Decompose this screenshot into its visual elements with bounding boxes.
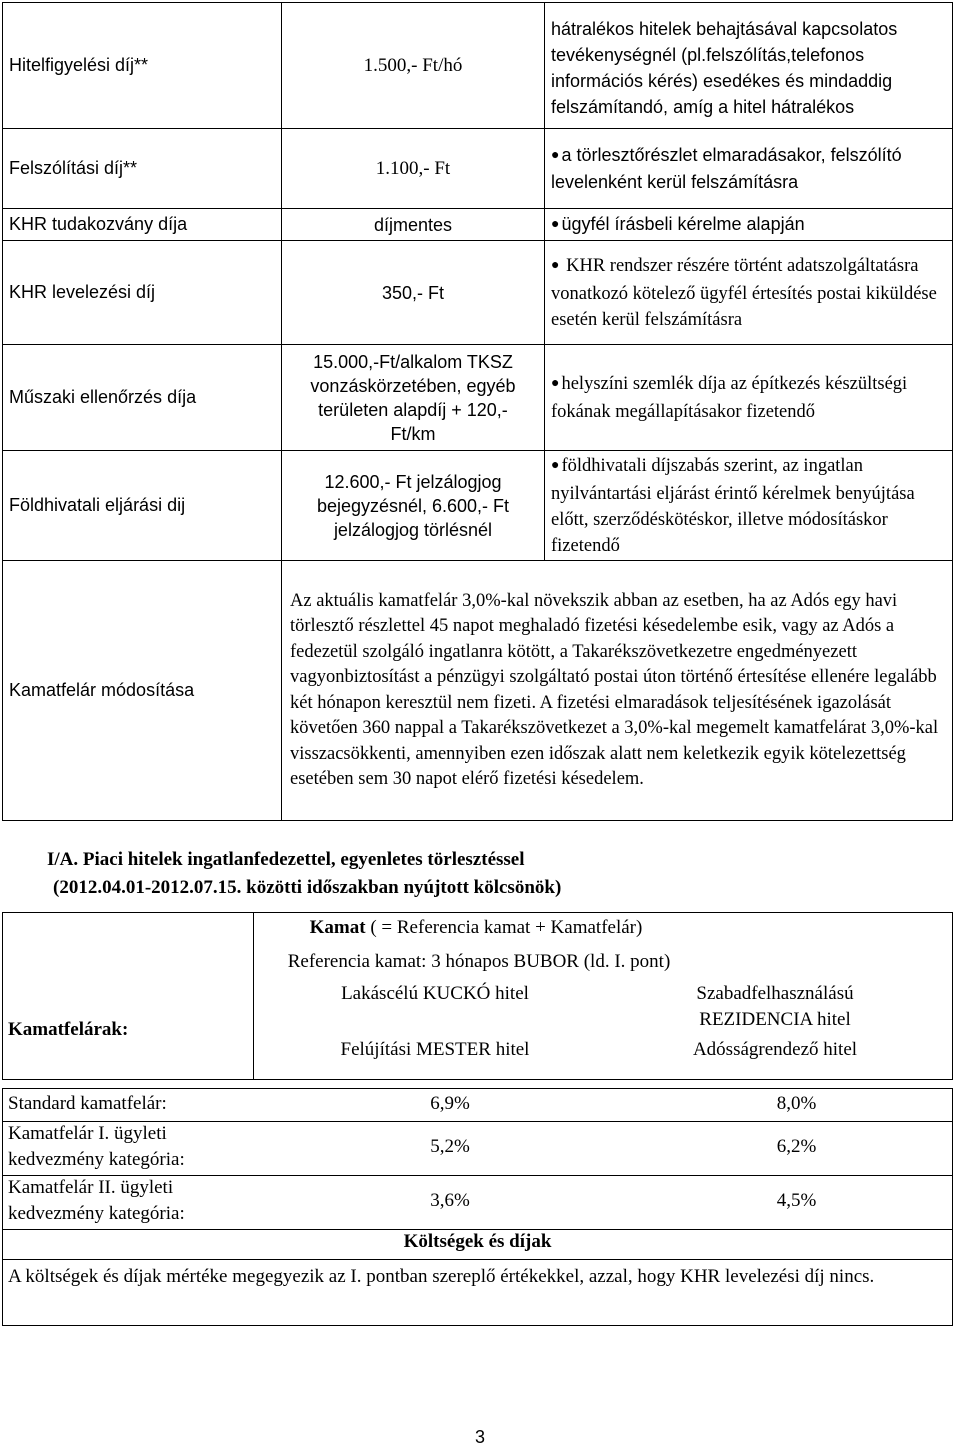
rate-value-a: 5,2%: [430, 1136, 470, 1157]
fee-row: [3, 3, 953, 129]
product-mester: Felújítási MESTER hitel: [340, 1039, 530, 1060]
fee-note-cell: [545, 129, 953, 209]
rate-value-b: 8,0%: [776, 1093, 817, 1114]
fee-name: Kamatfelár módosítása: [3, 561, 282, 821]
fee-row: [3, 241, 953, 345]
fee-note: hátralékos hitelek behajtásával kapcsolatos tevékenységnél (pl.felszólítás,telefonos információs kérés) esedékes és mindaddig felszámítandó, amíg a hitel hátralékos: [545, 3, 953, 129]
fee-amount: 12.600,- Ft jelzálogjog bejegyzésnél, 6.600,- Ft jelzálogjog törlésnél: [282, 451, 545, 561]
costs-title: Költségek és díjak: [403, 1231, 552, 1252]
rate-row: [2, 1120, 953, 1174]
bullet-icon: ●: [551, 375, 560, 391]
rate-row: [2, 1088, 953, 1120]
fee-note: Az aktuális kamatfelár 3,0%-kal növekszik abban az esetben, ha az Adós egy havi törlesztő részlettel 45 napot meghaladó fizetési késedelembe esik, vagy az Adós a fedezetül szolgáló ingatlanra kötött, a Takarékszövetkezetre engedményezett vagyonbiztosítást a pénzügyi szolgáltató postai úton történő értesítése ellenére legalább két hónapon keresztül nem fizeti. A fizetési elmaradások teljesítésének igazolását követően 360 nappal a Takarékszövetkezet a 3,0%-kal megemelt kamatfelárat 3,0%-kal visszacsökkenti, amennyiben ezen időszak alatt nem keletkezik egyik kötelezettség esetében sem 30 napot elérő fizetési késedelem.: [282, 561, 953, 821]
section-heading-line1: I/A. Piaci hitelek ingatlanfedezettel, egyenletes törlesztéssel: [47, 849, 525, 870]
kamat-formula: [256, 917, 696, 939]
fee-name: Hitelfigyelési díj**: [3, 3, 282, 129]
fee-row: [3, 129, 953, 209]
fee-amount: 1.100,- Ft: [282, 129, 545, 209]
fee-note-cell: [545, 209, 953, 241]
fee-name: Műszaki ellenőrzés díja: [3, 345, 282, 451]
fee-note: KHR rendszer részére történt adatszolgáltatásra vonatkozó kötelező ügyfél értesítés postai kiküldése esetén kerül felszámításra: [551, 255, 937, 330]
reference-rate: Referencia kamat: 3 hónapos BUBOR (ld. I. pont): [287, 951, 671, 972]
bullet-icon: ●: [551, 215, 560, 231]
fee-amount: díjmentes: [282, 209, 545, 241]
fee-note: helyszíni szemlék díja az építkezés készültségi fokának megállapításakor fizetendő: [551, 373, 908, 422]
fee-amount: 350,- Ft: [282, 241, 545, 345]
fee-row: [3, 345, 953, 451]
fee-note: a törlesztőrészlet elmaradásakor, felszólító levelenként kerül felszámításra: [551, 145, 902, 192]
fee-note-cell: [545, 451, 953, 561]
kamatfelarak-label: Kamatfelárak:: [8, 1019, 129, 1040]
rates-table: [2, 1088, 953, 1228]
rate-value-b: 6,2%: [776, 1136, 817, 1157]
fee-note: ügyfél írásbeli kérelme alapján: [561, 214, 805, 234]
fee-name: Felszólítási díj**: [3, 129, 282, 209]
fee-name: KHR tudakozvány díja: [3, 209, 282, 241]
fee-row: [3, 561, 953, 821]
rate-value-b: 4,5%: [776, 1190, 817, 1211]
bullet-icon: ●: [551, 457, 560, 473]
fee-note-cell: [545, 345, 953, 451]
fee-name: KHR levelezési díj: [3, 241, 282, 345]
section-heading-line2: (2012.04.01-2012.07.15. közötti időszakban nyújtott kölcsönök): [53, 877, 562, 898]
fee-amount: 15.000,-Ft/alkalom TKSZ vonzáskörzetében, egyéb területen alapdíj + 120,- Ft/km: [282, 345, 545, 451]
rate-value-a: 3,6%: [430, 1190, 470, 1211]
fee-table: [2, 2, 953, 821]
fee-name: Földhivatali eljárási dij: [3, 451, 282, 561]
fee-row: [3, 209, 953, 241]
kamat-formula-text: ( = Referencia kamat + Kamatfelár): [365, 917, 643, 938]
rate-row: [2, 1174, 953, 1228]
bullet-icon: ●: [551, 257, 560, 273]
product-kucko: Lakáscélú KUCKÓ hitel: [341, 983, 529, 1004]
product-adossagrendezo: Adósságrendező hitel: [692, 1039, 858, 1060]
fee-amount: 1.500,- Ft/hó: [282, 3, 545, 129]
page-number: 3: [474, 1427, 485, 1447]
section-heading: [47, 846, 561, 902]
rate-label: Kamatfelár I. ügyleti kedvezmény kategória:: [8, 1123, 185, 1170]
kamat-bold: Kamat: [309, 917, 366, 938]
fee-note-cell: [545, 241, 953, 345]
fee-row: [3, 451, 953, 561]
costs-text: A költségek és díjak mértéke megegyezik az I. pontban szereplő értékekkel, azzal, hogy KHR levelezési díj nincs.: [8, 1266, 875, 1287]
rate-value-a: 6,9%: [430, 1093, 470, 1114]
fee-note: földhivatali díjszabás szerint, az ingatlan nyilvántartási eljárást érintő kérelmek benyújtása előtt, szerződéskötéskor, illetve módosításkor fizetendő: [551, 455, 915, 556]
bullet-icon: ●: [551, 146, 560, 162]
product-rezidencia: Szabadfelhasználású REZIDENCIA hitel: [696, 983, 854, 1030]
rate-label: Standard kamatfelár:: [8, 1093, 167, 1114]
rate-label: Kamatfelár II. ügyleti kedvezmény kategória:: [8, 1177, 185, 1224]
